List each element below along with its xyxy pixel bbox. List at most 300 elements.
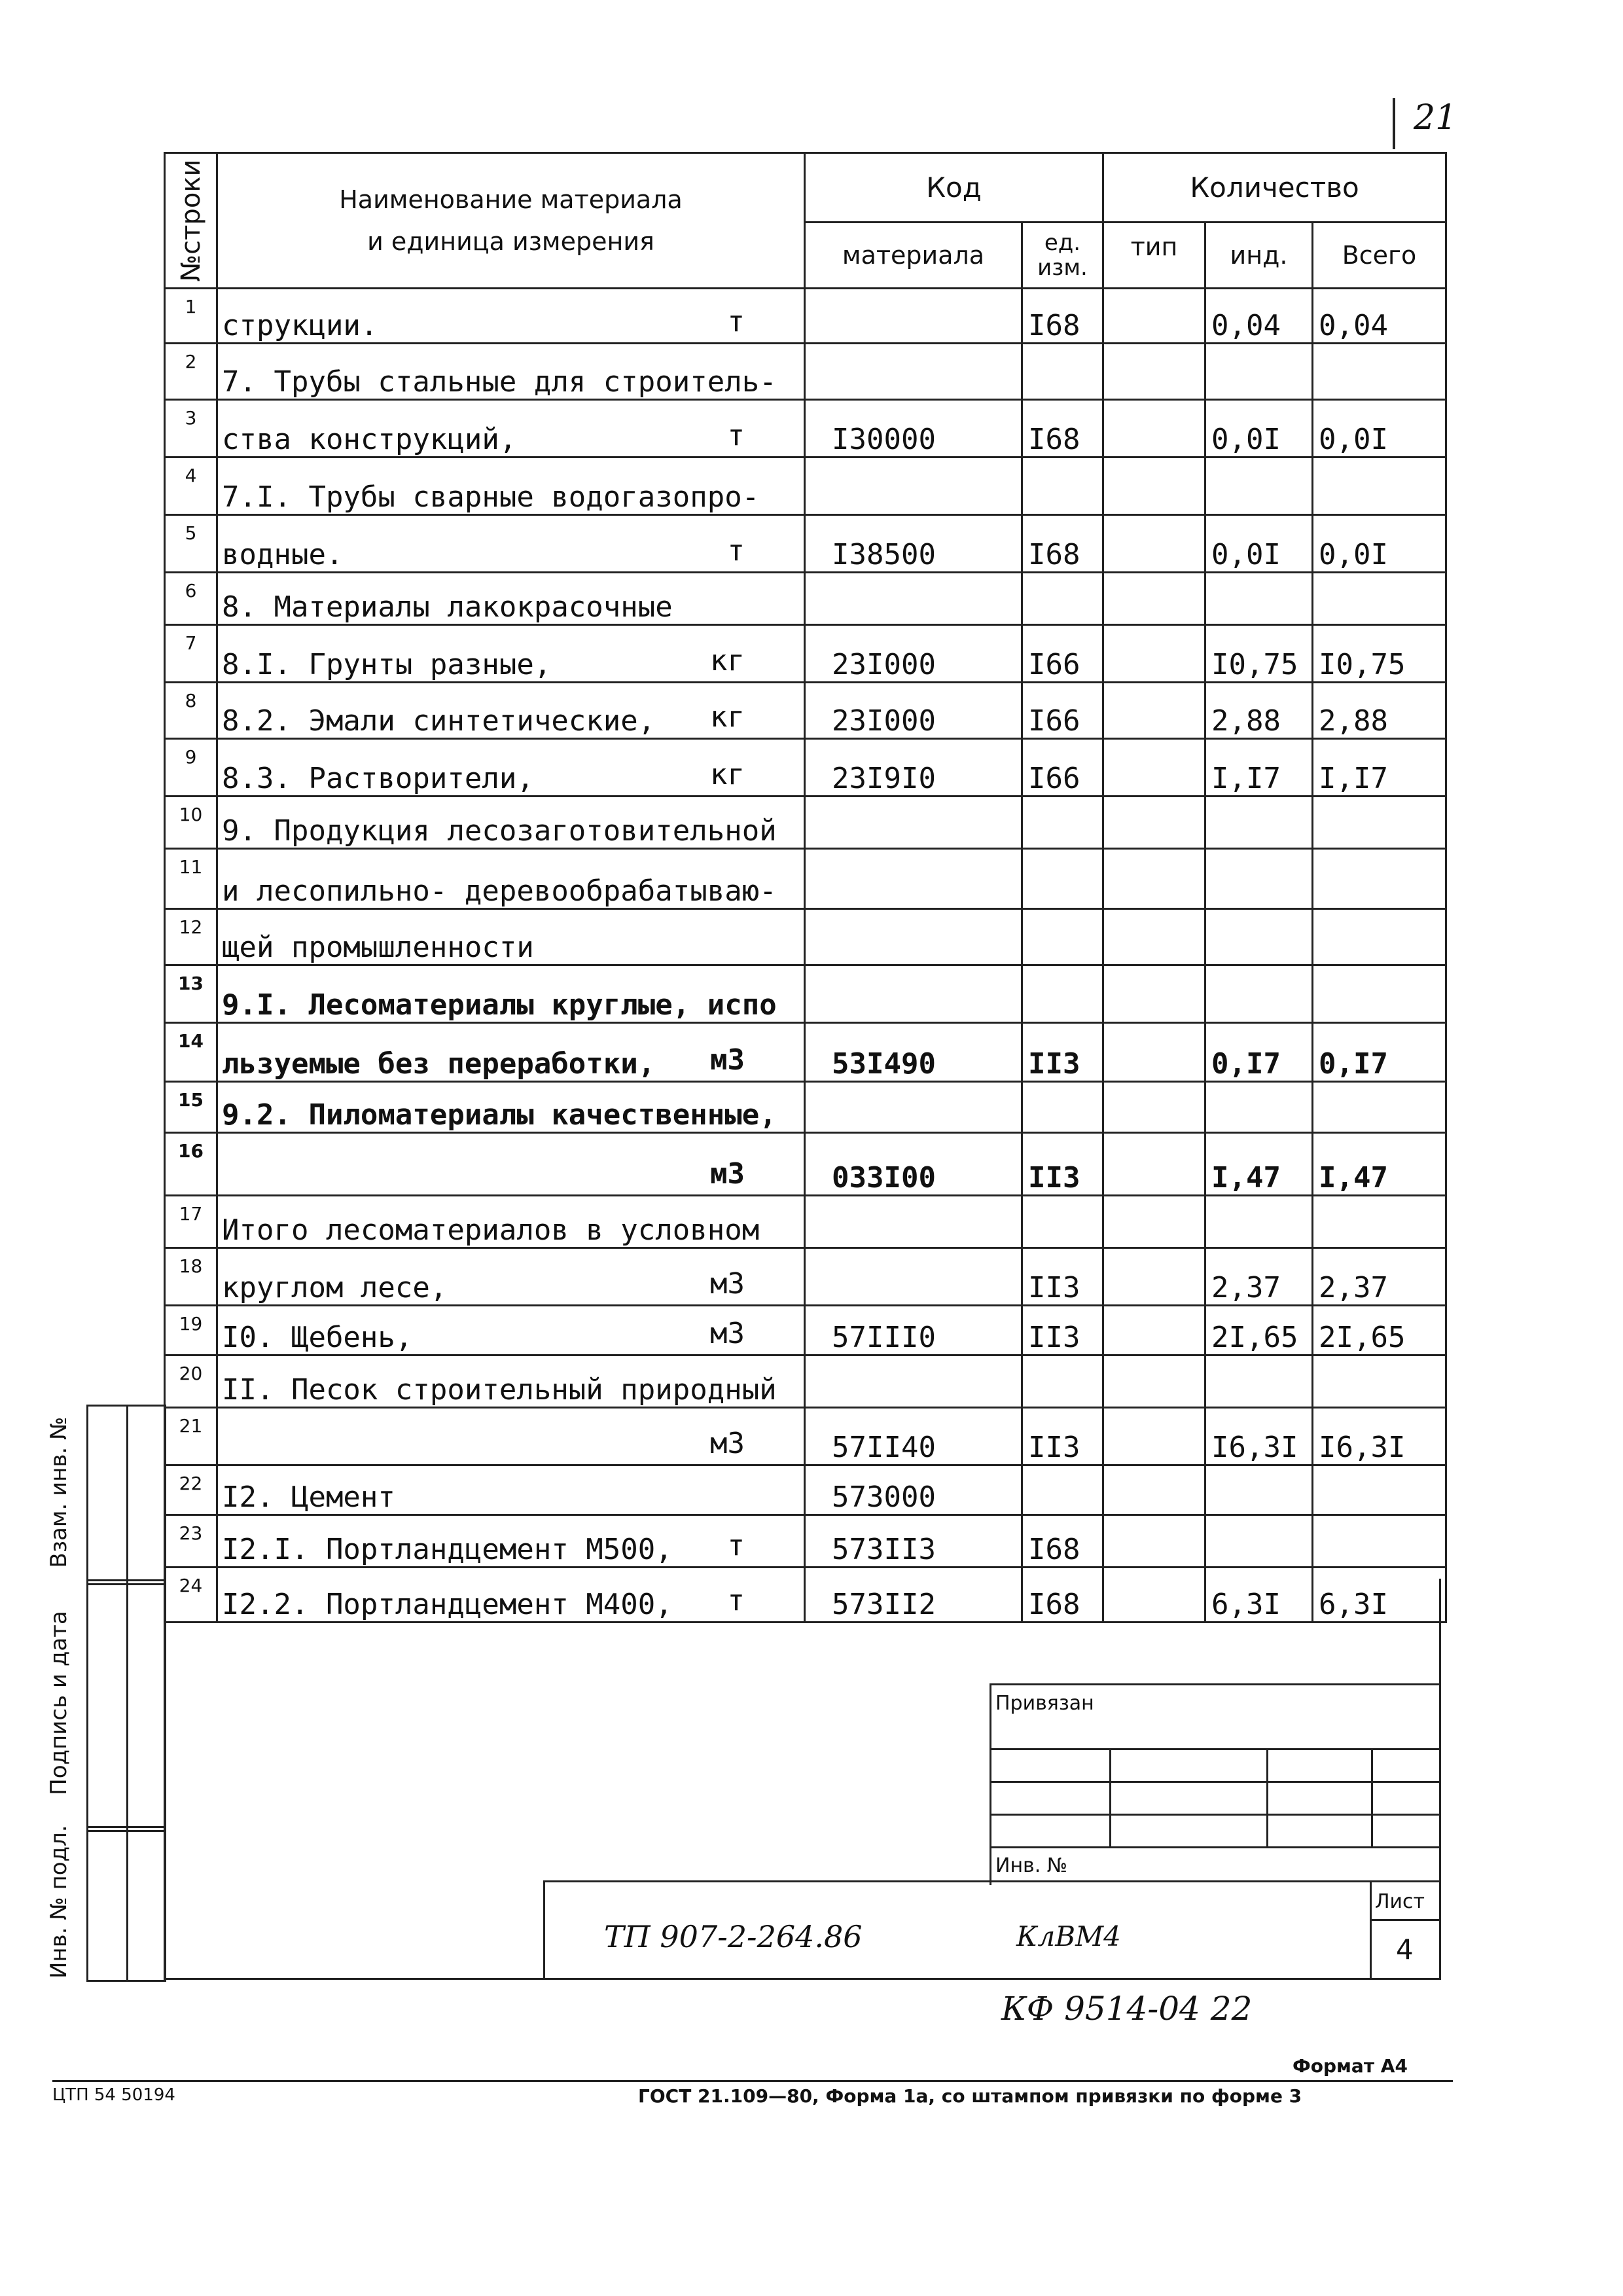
table-row bbox=[165, 1515, 1446, 1568]
table-row bbox=[165, 515, 1446, 573]
unit-code-text: I68 bbox=[1028, 423, 1080, 456]
quantity-ind bbox=[1205, 909, 1313, 965]
material-code-text: 573000 bbox=[832, 1480, 936, 1514]
unit-code bbox=[1022, 1248, 1103, 1306]
quantity-typ bbox=[1103, 573, 1205, 625]
unit-label: м3 bbox=[710, 1043, 745, 1077]
unit-code bbox=[1022, 457, 1103, 515]
quantity-typ bbox=[1103, 457, 1205, 515]
inv-no-label: Инв. № bbox=[995, 1854, 1068, 1877]
quantity-total bbox=[1313, 400, 1446, 457]
quantity-typ bbox=[1103, 1023, 1205, 1082]
row-number-text: 16 bbox=[178, 1140, 204, 1162]
material-name bbox=[217, 683, 805, 739]
material-name-text: II. Песок строительный природный bbox=[222, 1373, 777, 1407]
quantity-ind bbox=[1205, 400, 1313, 457]
row-number bbox=[165, 515, 217, 573]
quantity-total-text: 0,0I bbox=[1319, 423, 1388, 456]
quantity-typ bbox=[1103, 515, 1205, 573]
row-number-text: 1 bbox=[185, 296, 197, 317]
quantity-ind bbox=[1205, 1515, 1313, 1568]
quantity-total bbox=[1313, 1133, 1446, 1196]
material-name-text: 8. Материалы лакокрасочные bbox=[222, 590, 673, 624]
table-row bbox=[165, 1133, 1446, 1196]
unit-code bbox=[1022, 849, 1103, 909]
quantity-total bbox=[1313, 909, 1446, 965]
quantity-total bbox=[1313, 625, 1446, 683]
row-number bbox=[165, 1023, 217, 1082]
material-code bbox=[805, 1515, 1022, 1568]
quantity-ind bbox=[1205, 683, 1313, 739]
quantity-typ bbox=[1103, 739, 1205, 797]
quantity-total bbox=[1313, 1515, 1446, 1568]
quantity-typ bbox=[1103, 849, 1205, 909]
table-row bbox=[165, 400, 1446, 457]
row-number-text: 3 bbox=[185, 407, 197, 429]
material-name bbox=[217, 797, 805, 849]
material-name-text: 8.3. Растворители, bbox=[222, 762, 534, 795]
quantity-ind bbox=[1205, 965, 1313, 1023]
unit-code bbox=[1022, 289, 1103, 344]
quantity-typ bbox=[1103, 1306, 1205, 1355]
quantity-typ bbox=[1103, 1515, 1205, 1568]
row-number bbox=[165, 1465, 217, 1515]
material-name bbox=[217, 515, 805, 573]
material-name bbox=[217, 573, 805, 625]
row-number-text: 13 bbox=[178, 973, 204, 994]
unit-code bbox=[1022, 1082, 1103, 1133]
table-row bbox=[165, 909, 1446, 965]
table-row bbox=[165, 457, 1446, 515]
material-name-text: 8.2. Эмали синтетические, bbox=[222, 704, 656, 738]
side-label-vzam: Взам. инв. № bbox=[46, 1416, 72, 1568]
table-row bbox=[165, 1196, 1446, 1248]
material-name-text: и лесопильно- деревообрабатываю- bbox=[222, 874, 777, 908]
quantity-total bbox=[1313, 573, 1446, 625]
material-name bbox=[217, 1515, 805, 1568]
quantity-typ bbox=[1103, 1408, 1205, 1465]
quantity-total-text: 2I,65 bbox=[1319, 1321, 1406, 1354]
quantity-ind bbox=[1205, 1082, 1313, 1133]
row-number-text: 7 bbox=[185, 632, 197, 654]
binding-stamp bbox=[990, 1683, 1439, 1885]
unit-label: кг bbox=[710, 644, 745, 677]
row-number bbox=[165, 849, 217, 909]
unit-code bbox=[1022, 625, 1103, 683]
row-number-text: 17 bbox=[179, 1203, 203, 1225]
table-row bbox=[165, 344, 1446, 400]
unit-code-text: II3 bbox=[1028, 1161, 1080, 1194]
quantity-typ bbox=[1103, 965, 1205, 1023]
material-name bbox=[217, 1408, 805, 1465]
quantity-total bbox=[1313, 1355, 1446, 1408]
quantity-total bbox=[1313, 1465, 1446, 1515]
unit-label: кг bbox=[710, 700, 745, 734]
material-name-text: I0. Щебень, bbox=[222, 1321, 413, 1354]
unit-code-text: I68 bbox=[1028, 309, 1080, 342]
material-name-text: 7. Трубы стальные для строитель- bbox=[222, 365, 777, 399]
table-row bbox=[165, 1306, 1446, 1355]
quantity-ind bbox=[1205, 849, 1313, 909]
row-number-text: 19 bbox=[179, 1313, 203, 1335]
row-number bbox=[165, 457, 217, 515]
unit-code-text: II3 bbox=[1028, 1431, 1080, 1464]
material-name-text: 7.I. Трубы сварные водогазопро- bbox=[222, 480, 760, 514]
quantity-ind bbox=[1205, 515, 1313, 573]
material-code-text: I38500 bbox=[832, 538, 936, 571]
material-code bbox=[805, 1465, 1022, 1515]
material-code bbox=[805, 849, 1022, 909]
row-number-text: 8 bbox=[185, 690, 197, 711]
quantity-total-text: 2,37 bbox=[1319, 1271, 1388, 1304]
material-name bbox=[217, 965, 805, 1023]
material-code bbox=[805, 625, 1022, 683]
quantity-typ bbox=[1103, 1082, 1205, 1133]
unit-code-text: I68 bbox=[1028, 1533, 1080, 1566]
unit-code bbox=[1022, 400, 1103, 457]
material-name-text: струкции. bbox=[222, 309, 378, 342]
unit-code bbox=[1022, 1515, 1103, 1568]
row-number bbox=[165, 573, 217, 625]
row-number bbox=[165, 739, 217, 797]
material-name bbox=[217, 625, 805, 683]
material-name-text: 9. Продукция лесозаготовительной bbox=[222, 814, 777, 848]
typ-header: тип bbox=[1103, 222, 1205, 288]
material-code bbox=[805, 909, 1022, 965]
row-number-text: 9 bbox=[185, 746, 197, 768]
table-row bbox=[165, 797, 1446, 849]
material-name bbox=[217, 344, 805, 400]
material-name-text: льзуемые без переработки, bbox=[222, 1047, 656, 1081]
quantity-typ bbox=[1103, 909, 1205, 965]
material-code-text: I30000 bbox=[832, 423, 936, 456]
code-header: Код bbox=[805, 153, 1103, 223]
row-number-text: 22 bbox=[179, 1473, 203, 1494]
footer-gost: ГОСТ 21.109—80, Форма 1а, со штампом привязки по форме 3 bbox=[638, 2085, 1302, 2107]
format-label: Формат А4 bbox=[1293, 2055, 1408, 2077]
row-number-text: 12 bbox=[179, 916, 203, 938]
material-name-text: I2.2. Портландцемент М400, bbox=[222, 1588, 673, 1621]
material-code bbox=[805, 1408, 1022, 1465]
row-number bbox=[165, 289, 217, 344]
quantity-ind bbox=[1205, 1408, 1313, 1465]
unit-code bbox=[1022, 1023, 1103, 1082]
material-name-text: ства конструкций, bbox=[222, 423, 517, 456]
quantity-total bbox=[1313, 849, 1446, 909]
row-number-text: 14 bbox=[178, 1030, 204, 1052]
unit-label: м3 bbox=[710, 1267, 745, 1300]
quantity-ind-text: I,I7 bbox=[1211, 762, 1281, 795]
quantity-ind-text: 2,88 bbox=[1211, 704, 1281, 738]
row-number bbox=[165, 1408, 217, 1465]
material-name bbox=[217, 1355, 805, 1408]
material-code bbox=[805, 797, 1022, 849]
material-code bbox=[805, 1306, 1022, 1355]
material-name bbox=[217, 909, 805, 965]
quantity-ind bbox=[1205, 1023, 1313, 1082]
material-name-text: Итого лесоматериалов в условном bbox=[222, 1213, 760, 1247]
material-code bbox=[805, 515, 1022, 573]
material-name-text: водные. bbox=[222, 538, 344, 571]
material-code bbox=[805, 1355, 1022, 1408]
quantity-ind-text: 2,37 bbox=[1211, 1271, 1281, 1304]
material-name bbox=[217, 289, 805, 344]
material-code bbox=[805, 739, 1022, 797]
quantity-ind bbox=[1205, 289, 1313, 344]
material-code-text: 23I000 bbox=[832, 648, 936, 681]
unit-code-text: II3 bbox=[1028, 1047, 1080, 1081]
sheet-label: Лист bbox=[1375, 1890, 1425, 1913]
row-number-text: 6 bbox=[185, 580, 197, 601]
table-row bbox=[165, 1465, 1446, 1515]
unit-code bbox=[1022, 1408, 1103, 1465]
row-number-text: 18 bbox=[179, 1255, 203, 1277]
table-row bbox=[165, 849, 1446, 909]
row-number-text: 15 bbox=[178, 1089, 204, 1111]
row-number-text: 4 bbox=[185, 465, 197, 486]
row-number bbox=[165, 344, 217, 400]
unit-code bbox=[1022, 573, 1103, 625]
unit-code bbox=[1022, 965, 1103, 1023]
quantity-total bbox=[1313, 965, 1446, 1023]
quantity-total bbox=[1313, 344, 1446, 400]
quantity-total bbox=[1313, 739, 1446, 797]
material-code bbox=[805, 400, 1022, 457]
material-code bbox=[805, 1133, 1022, 1196]
row-number-text: 20 bbox=[179, 1363, 203, 1384]
quantity-total-text: 2,88 bbox=[1319, 704, 1388, 738]
document-code: ТП 907-2-264.86 bbox=[604, 1919, 863, 1954]
side-stamp-vzam bbox=[86, 1405, 166, 1585]
row-number bbox=[165, 683, 217, 739]
table-row bbox=[165, 1355, 1446, 1408]
unit-label: т bbox=[727, 534, 745, 567]
quantity-total-text: 0,0I bbox=[1319, 538, 1388, 571]
unit-code bbox=[1022, 1465, 1103, 1515]
row-number-text: 2 bbox=[185, 351, 197, 372]
quantity-total-text: I,I7 bbox=[1319, 762, 1388, 795]
footer-left-code: ЦТП 54 50194 bbox=[52, 2085, 175, 2105]
quantity-total bbox=[1313, 515, 1446, 573]
unit-code bbox=[1022, 797, 1103, 849]
material-code bbox=[805, 683, 1022, 739]
quantity-typ bbox=[1103, 797, 1205, 849]
row-number-text: 21 bbox=[179, 1415, 203, 1437]
ind-header: инд. bbox=[1205, 222, 1313, 288]
materials-table bbox=[164, 152, 1447, 1623]
unit-code bbox=[1022, 1196, 1103, 1248]
material-code-text: 033I00 bbox=[832, 1161, 936, 1194]
quantity-total bbox=[1313, 457, 1446, 515]
material-code-header: материала bbox=[805, 222, 1022, 288]
footer-rule bbox=[52, 2080, 1453, 2082]
material-code bbox=[805, 965, 1022, 1023]
quantity-typ bbox=[1103, 683, 1205, 739]
quantity-total bbox=[1313, 1306, 1446, 1355]
unit-code-text: I68 bbox=[1028, 1588, 1080, 1621]
unit-code-header: ед. изм. bbox=[1022, 222, 1103, 288]
row-number bbox=[165, 797, 217, 849]
quantity-typ bbox=[1103, 400, 1205, 457]
table-row bbox=[165, 965, 1446, 1023]
quantity-typ bbox=[1103, 625, 1205, 683]
material-name-text: круглом лесе, bbox=[222, 1271, 448, 1304]
unit-label: т bbox=[727, 305, 745, 338]
title-block bbox=[543, 1880, 1439, 1980]
quantity-total-text: I,47 bbox=[1319, 1161, 1388, 1194]
unit-code bbox=[1022, 683, 1103, 739]
quantity-ind-text: I,47 bbox=[1211, 1161, 1281, 1194]
row-number bbox=[165, 1306, 217, 1355]
row-number bbox=[165, 1133, 217, 1196]
quantity-total bbox=[1313, 1248, 1446, 1306]
material-name bbox=[217, 1082, 805, 1133]
quantity-typ bbox=[1103, 344, 1205, 400]
unit-code-text: II3 bbox=[1028, 1321, 1080, 1354]
unit-code-text: I66 bbox=[1028, 648, 1080, 681]
unit-code bbox=[1022, 1133, 1103, 1196]
page-number: 21 bbox=[1414, 98, 1457, 137]
quantity-ind-text: 0,04 bbox=[1211, 309, 1281, 342]
table-row bbox=[165, 739, 1446, 797]
unit-label: кг bbox=[710, 758, 745, 791]
quantity-total-text: I0,75 bbox=[1319, 648, 1406, 681]
row-number bbox=[165, 1355, 217, 1408]
table-row bbox=[165, 1082, 1446, 1133]
row-number bbox=[165, 1515, 217, 1568]
quantity-ind bbox=[1205, 625, 1313, 683]
material-code bbox=[805, 1196, 1022, 1248]
material-name bbox=[217, 1306, 805, 1355]
quantity-typ bbox=[1103, 1133, 1205, 1196]
row-number bbox=[165, 1248, 217, 1306]
row-number-text: 11 bbox=[179, 856, 203, 878]
quantity-ind bbox=[1205, 344, 1313, 400]
material-name bbox=[217, 400, 805, 457]
unit-code-text: II3 bbox=[1028, 1271, 1080, 1304]
quantity-ind bbox=[1205, 797, 1313, 849]
material-code-text: 23I000 bbox=[832, 704, 936, 738]
table-row bbox=[165, 1408, 1446, 1465]
unit-label: м3 bbox=[710, 1317, 745, 1350]
material-code bbox=[805, 289, 1022, 344]
quantity-total-text: 6,3I bbox=[1319, 1588, 1388, 1621]
quantity-ind-text: I6,3I bbox=[1211, 1431, 1298, 1464]
material-code bbox=[805, 1248, 1022, 1306]
material-name bbox=[217, 1023, 805, 1082]
quantity-total bbox=[1313, 1196, 1446, 1248]
unit-code bbox=[1022, 1355, 1103, 1408]
row-number bbox=[165, 1196, 217, 1248]
row-number bbox=[165, 1082, 217, 1133]
quantity-ind bbox=[1205, 457, 1313, 515]
unit-code-text: I68 bbox=[1028, 538, 1080, 571]
row-number bbox=[165, 965, 217, 1023]
material-name-text: щей промышленности bbox=[222, 931, 534, 964]
document-section: КлВМ4 bbox=[1016, 1920, 1121, 1952]
row-number-text: 23 bbox=[179, 1522, 203, 1544]
material-code bbox=[805, 1082, 1022, 1133]
unit-label: м3 bbox=[710, 1427, 745, 1460]
quantity-ind-text: 2I,65 bbox=[1211, 1321, 1298, 1354]
table-row bbox=[165, 625, 1446, 683]
quantity-total bbox=[1313, 1408, 1446, 1465]
material-name-text: 9.2. Пиломатериалы качественные, bbox=[222, 1098, 777, 1132]
quantity-total bbox=[1313, 1082, 1446, 1133]
row-number bbox=[165, 625, 217, 683]
material-code-text: 57II40 bbox=[832, 1431, 936, 1464]
material-name bbox=[217, 739, 805, 797]
quantity-ind-text: 0,0I bbox=[1211, 423, 1281, 456]
unit-code bbox=[1022, 515, 1103, 573]
quantity-ind-text: 6,3I bbox=[1211, 1588, 1281, 1621]
side-label-inv-podl: Инв. № подл. bbox=[46, 1825, 72, 1979]
unit-code bbox=[1022, 344, 1103, 400]
quantity-total-text: 0,04 bbox=[1319, 309, 1388, 342]
material-code bbox=[805, 457, 1022, 515]
table-row bbox=[165, 1023, 1446, 1082]
material-code-text: 53I490 bbox=[832, 1047, 936, 1081]
material-code-text: 573II3 bbox=[832, 1533, 936, 1566]
material-name-text: 8.I. Грунты разные, bbox=[222, 648, 552, 681]
side-label-podpis: Подпись и дата bbox=[46, 1611, 72, 1795]
material-code-text: 57III0 bbox=[832, 1321, 936, 1354]
quantity-typ bbox=[1103, 1465, 1205, 1515]
quantity-typ bbox=[1103, 1196, 1205, 1248]
quantity-typ bbox=[1103, 1248, 1205, 1306]
quantity-ind bbox=[1205, 1248, 1313, 1306]
material-name bbox=[217, 1248, 805, 1306]
material-code-text: 23I9I0 bbox=[832, 762, 936, 795]
side-stamp-podpis bbox=[86, 1579, 166, 1832]
quantity-ind bbox=[1205, 1133, 1313, 1196]
material-code bbox=[805, 573, 1022, 625]
quantity-ind-text: 0,I7 bbox=[1211, 1047, 1281, 1081]
row-number bbox=[165, 400, 217, 457]
unit-code bbox=[1022, 909, 1103, 965]
quantity-ind bbox=[1205, 739, 1313, 797]
table-row bbox=[165, 1248, 1446, 1306]
side-stamp-inv-podl bbox=[86, 1826, 166, 1982]
quantity-ind-text: 0,0I bbox=[1211, 538, 1281, 571]
table-row bbox=[165, 683, 1446, 739]
table-row bbox=[165, 289, 1446, 344]
unit-code-text: I66 bbox=[1028, 762, 1080, 795]
unit-code-text: I66 bbox=[1028, 704, 1080, 738]
quantity-ind bbox=[1205, 1465, 1313, 1515]
handwritten-archive-code: КФ 9514-04 22 bbox=[1001, 1990, 1253, 2028]
row-number-text: 24 bbox=[179, 1575, 203, 1596]
quantity-total-text: I6,3I bbox=[1319, 1431, 1406, 1464]
material-name-text: I2.I. Портландцемент М500, bbox=[222, 1533, 673, 1566]
row-number-text: 5 bbox=[185, 522, 197, 544]
table-row bbox=[165, 573, 1446, 625]
quantity-typ bbox=[1103, 289, 1205, 344]
quantity-ind bbox=[1205, 1306, 1313, 1355]
quantity-total bbox=[1313, 1023, 1446, 1082]
material-code-text: 573II2 bbox=[832, 1588, 936, 1621]
material-name bbox=[217, 1465, 805, 1515]
quantity-total-text: 0,I7 bbox=[1319, 1047, 1388, 1081]
unit-code bbox=[1022, 1306, 1103, 1355]
material-name-header: Наименование материала и единица измерения bbox=[217, 153, 805, 289]
material-code bbox=[805, 1023, 1022, 1082]
binding-stamp-title: Привязан bbox=[995, 1692, 1094, 1715]
quantity-total bbox=[1313, 289, 1446, 344]
material-name bbox=[217, 457, 805, 515]
material-name bbox=[217, 1196, 805, 1248]
material-name-text: I2. Цемент bbox=[222, 1480, 395, 1514]
